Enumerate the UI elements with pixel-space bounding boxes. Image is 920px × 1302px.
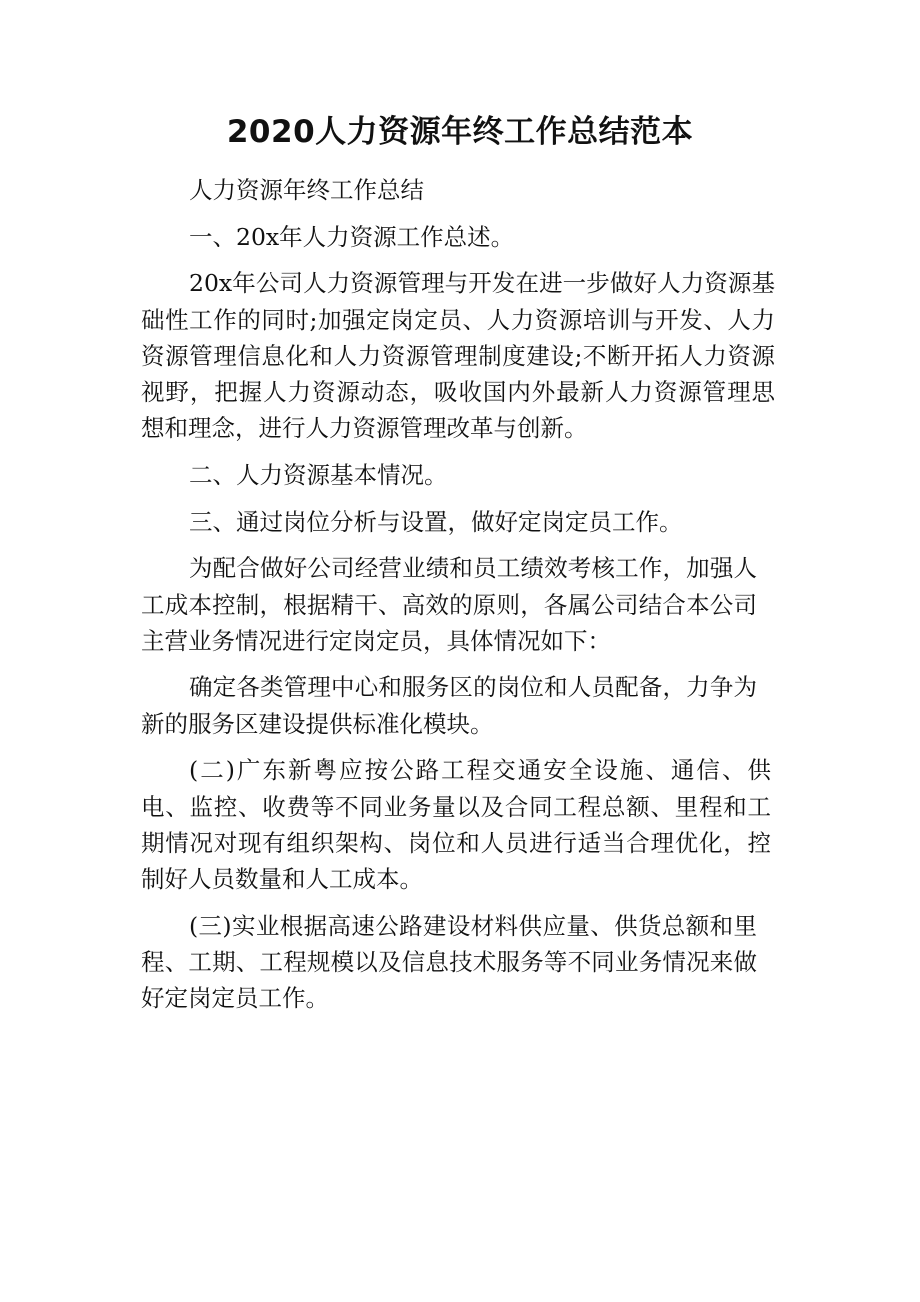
- paragraph-overview: 20x年公司人力资源管理与开发在进一步做好人力资源基础性工作的同时;加强定岗定员、人力资源培训与开发、人力资源管理信息化和人力资源管理制度建设;不断开拓人力资源视野，把握人力资源动态，吸收国内外最新人力资源管理思想和理念，进行人力资源管理改革与创新。: [141, 269, 775, 443]
- document-body: [141, 172, 781, 1027]
- document-title: 2020人力资源年终工作总结范本: [226, 114, 694, 150]
- paragraph-job-analysis: 为配合做好公司经营业绩和员工绩效考核工作，加强人工成本控制，根据精干、高效的原则，各属公司结合本公司主营业务情况进行定岗定员，具体情况如下：: [141, 554, 757, 655]
- section-heading-basic-situation: 二、人力资源基本情况。: [189, 460, 448, 489]
- section-heading-overview: 一、20x年人力资源工作总述。: [189, 222, 515, 251]
- section-heading-job-analysis: 三、通过岗位分析与设置，做好定岗定员工作。: [189, 507, 683, 536]
- paragraph-industry: (三)实业根据高速公路建设材料供应量、供货总额和里程、工期、工程规模以及信息技术服务等不同业务情况来做好定岗定员工作。: [141, 911, 757, 1013]
- paragraph-guangdong-xinyue: (二)广东新粤应按公路工程交通安全设施、通信、供电、监控、收费等不同业务量以及合同工程总额、里程和工期情况对现有组织架构、岗位和人员进行适当合理优化，控制好人员数量和人工成本。: [141, 756, 771, 893]
- paragraph-subtitle: 人力资源年终工作总结: [189, 176, 424, 204]
- paragraph-staffing-modules: 确定各类管理中心和服务区的岗位和人员配备，力争为新的服务区建设提供标准化模块。: [141, 673, 757, 738]
